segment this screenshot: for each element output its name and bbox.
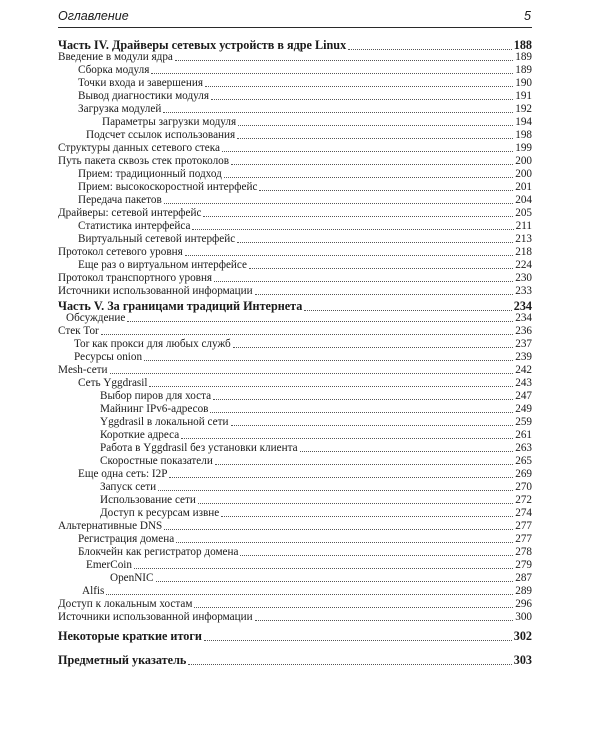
dot-leader bbox=[255, 620, 514, 621]
toc-entry[interactable] bbox=[58, 363, 532, 376]
dot-leader bbox=[215, 464, 513, 465]
toc-entry-title: Регистрация домена bbox=[78, 533, 175, 545]
toc-entry-title: Короткие адреса bbox=[100, 429, 180, 441]
toc-entry[interactable] bbox=[78, 467, 532, 480]
dot-leader bbox=[101, 334, 513, 335]
toc-entry[interactable] bbox=[78, 258, 532, 271]
toc-entry[interactable] bbox=[78, 89, 532, 102]
toc-entry-title: Еще раз о виртуальном интерфейсе bbox=[78, 259, 247, 271]
toc-entry[interactable] bbox=[102, 115, 532, 128]
toc-entry[interactable] bbox=[78, 219, 532, 232]
toc-entry[interactable] bbox=[78, 532, 532, 545]
toc-entry-page: 296 bbox=[515, 598, 532, 610]
running-header bbox=[58, 7, 532, 28]
toc-entry-page: 190 bbox=[515, 77, 532, 89]
toc-entry-title: Загрузка модулей bbox=[78, 103, 162, 115]
toc-entry-page: 200 bbox=[515, 168, 532, 180]
dot-leader bbox=[169, 477, 513, 478]
dot-leader bbox=[205, 86, 513, 87]
toc-entry-title: Источники использованной информации bbox=[58, 285, 253, 297]
toc-entry-page: 277 bbox=[515, 520, 532, 532]
toc-entry[interactable] bbox=[86, 128, 532, 141]
toc-entry-page: 201 bbox=[515, 181, 532, 193]
toc-entry-title: Запуск сети bbox=[100, 481, 157, 493]
toc-entry-page: 272 bbox=[515, 494, 532, 506]
toc-entry[interactable] bbox=[58, 245, 532, 258]
dot-leader bbox=[164, 203, 513, 204]
dot-leader bbox=[240, 555, 513, 556]
toc-entry[interactable] bbox=[66, 311, 532, 324]
toc-entry-title: Доступ к локальным хостам bbox=[58, 598, 193, 610]
toc-entry-page: 289 bbox=[515, 585, 532, 597]
dot-leader bbox=[110, 373, 514, 374]
toc-entry-title: Доступ к ресурсам извне bbox=[100, 507, 220, 519]
toc-entry[interactable] bbox=[58, 154, 532, 167]
toc-entry[interactable] bbox=[58, 324, 532, 337]
toc-entry-title: OpenNIC bbox=[110, 572, 154, 584]
dot-leader bbox=[106, 594, 513, 595]
dot-leader bbox=[214, 281, 513, 282]
toc-entry-page: 213 bbox=[515, 233, 532, 245]
toc-entry[interactable] bbox=[58, 141, 532, 154]
toc-entry-page: 194 bbox=[515, 116, 532, 128]
dot-leader bbox=[185, 255, 513, 256]
toc-entry-page: 218 bbox=[515, 246, 532, 258]
dot-leader bbox=[237, 138, 513, 139]
toc-entry-page: 302 bbox=[513, 629, 532, 643]
dot-leader bbox=[204, 640, 512, 641]
toc-entry-title: Альтернативные DNS bbox=[58, 520, 163, 532]
toc-entry-title: Сеть Yggdrasil bbox=[78, 377, 148, 389]
toc-entry[interactable] bbox=[78, 63, 532, 76]
toc-entry-title: Драйверы: сетевой интерфейс bbox=[58, 207, 202, 219]
toc-entry-page: 230 bbox=[515, 272, 532, 284]
dot-leader bbox=[211, 99, 513, 100]
toc-entry[interactable] bbox=[78, 180, 532, 193]
dot-leader bbox=[238, 125, 513, 126]
toc-entry-title: Путь пакета сквозь стек протоколов bbox=[58, 155, 230, 167]
toc-entry[interactable] bbox=[58, 284, 532, 297]
toc-entry[interactable] bbox=[58, 597, 532, 610]
toc-entry-page: 242 bbox=[515, 364, 532, 376]
toc-entry-title: Параметры загрузки модуля bbox=[102, 116, 237, 128]
toc-entry-title: Протокол сетевого уровня bbox=[58, 246, 183, 258]
toc-entry[interactable] bbox=[100, 402, 532, 415]
toc-entry-page: 188 bbox=[513, 38, 532, 52]
dot-leader bbox=[156, 581, 514, 582]
toc-entry-page: 274 bbox=[515, 507, 532, 519]
toc-entry-title: Статистика интерфейса bbox=[78, 220, 191, 232]
toc-entry-title: Виртуальный сетевой интерфейс bbox=[78, 233, 236, 245]
toc-entry-title: Использование сети bbox=[100, 494, 196, 506]
dot-leader bbox=[203, 216, 513, 217]
toc-entry[interactable] bbox=[100, 493, 532, 506]
toc-chapter-heading[interactable] bbox=[58, 628, 532, 643]
toc-entry-page: 236 bbox=[515, 325, 532, 337]
toc-entry[interactable] bbox=[74, 337, 532, 350]
toc-entry-title: Alfis bbox=[82, 585, 105, 597]
toc-entry-title: Источники использованной информации bbox=[58, 611, 253, 623]
toc-entry[interactable] bbox=[100, 441, 532, 454]
toc-entry-page: 189 bbox=[515, 51, 532, 63]
toc-entry-title: Протокол транспортного уровня bbox=[58, 272, 213, 284]
toc-entry-page: 287 bbox=[515, 572, 532, 584]
toc-entry-page: 277 bbox=[515, 533, 532, 545]
dot-leader bbox=[158, 490, 513, 491]
toc-entry-page: 243 bbox=[515, 377, 532, 389]
toc-entry-page: 269 bbox=[515, 468, 532, 480]
dot-leader bbox=[259, 190, 513, 191]
toc-entry[interactable] bbox=[100, 506, 532, 519]
toc-entry[interactable] bbox=[100, 415, 532, 428]
dot-leader bbox=[221, 516, 513, 517]
dot-leader bbox=[231, 164, 513, 165]
dot-leader bbox=[151, 73, 513, 74]
toc-entry-page: 239 bbox=[515, 351, 532, 363]
toc-entry[interactable] bbox=[100, 480, 532, 493]
dot-leader bbox=[222, 151, 513, 152]
dot-leader bbox=[224, 177, 513, 178]
toc-entry-page: 247 bbox=[515, 390, 532, 402]
toc-entry-page: 265 bbox=[515, 455, 532, 467]
toc-entry-page: 278 bbox=[515, 546, 532, 558]
toc-entry[interactable] bbox=[78, 232, 532, 245]
toc-entry-title: Mesh-сети bbox=[58, 364, 108, 376]
toc-entry[interactable] bbox=[78, 76, 532, 89]
toc-entry-page: 300 bbox=[515, 611, 532, 623]
toc-entry-title: Еще одна сеть: I2P bbox=[78, 468, 168, 480]
toc-entry-title: Введение в модули ядра bbox=[58, 51, 173, 63]
header-title: Оглавление bbox=[58, 9, 129, 23]
toc-entry[interactable] bbox=[58, 206, 532, 219]
toc-entry-page: 192 bbox=[515, 103, 532, 115]
dot-leader bbox=[144, 360, 513, 361]
toc-entry[interactable] bbox=[58, 271, 532, 284]
toc-entry-title: Сборка модуля bbox=[78, 64, 150, 76]
dot-leader bbox=[127, 321, 513, 322]
dot-leader bbox=[255, 294, 514, 295]
toc-entry-title: Точки входа и завершения bbox=[78, 77, 203, 89]
toc-entry-title: Прием: высокоскоростной интерфейс bbox=[78, 181, 258, 193]
toc-entry-page: 234 bbox=[515, 312, 532, 324]
toc-entry[interactable] bbox=[78, 376, 532, 389]
toc-chapter-heading[interactable] bbox=[58, 652, 532, 667]
toc-entry[interactable] bbox=[100, 389, 532, 402]
toc-entry-page: 279 bbox=[515, 559, 532, 571]
toc-entry-title: Стек Tor bbox=[58, 325, 99, 337]
toc-entry-page: 259 bbox=[515, 416, 532, 428]
header-page-number: 5 bbox=[524, 9, 531, 23]
toc-entry[interactable] bbox=[100, 454, 532, 467]
toc-entry[interactable] bbox=[78, 102, 532, 115]
dot-leader bbox=[188, 664, 511, 665]
dot-leader bbox=[249, 268, 513, 269]
dot-leader bbox=[164, 529, 513, 530]
toc-entry-title: Ресурсы onion bbox=[74, 351, 143, 363]
toc-entry[interactable] bbox=[100, 428, 532, 441]
toc-entry-title: Вывод диагностики модуля bbox=[78, 90, 209, 102]
toc-entry-page: 200 bbox=[515, 155, 532, 167]
toc-entry-page: 234 bbox=[513, 299, 532, 313]
toc-entry[interactable] bbox=[58, 519, 532, 532]
toc-entry[interactable] bbox=[74, 350, 532, 363]
dot-leader bbox=[176, 542, 513, 543]
dot-leader bbox=[198, 503, 513, 504]
toc-entry-title: Tor как прокси для любых служб bbox=[74, 338, 231, 350]
dot-leader bbox=[149, 386, 513, 387]
toc-entry[interactable] bbox=[110, 571, 532, 584]
dot-leader bbox=[213, 399, 513, 400]
toc-entry-title: Yggdrasil в локальной сети bbox=[100, 416, 229, 428]
toc-entry-title: Подсчет ссылок использования bbox=[86, 129, 236, 141]
toc-entry[interactable] bbox=[78, 193, 532, 206]
toc-entry-title: Прием: традиционный подход bbox=[78, 168, 222, 180]
toc-entry-title: Предметный указатель bbox=[58, 653, 187, 667]
toc-entry-title: Часть IV. Драйверы сетевых устройств в ядре Linux bbox=[58, 38, 347, 52]
toc-entry-page: 303 bbox=[513, 653, 532, 667]
toc-entry-page: 233 bbox=[515, 285, 532, 297]
toc-entry-title: Некоторые краткие итоги bbox=[58, 629, 202, 643]
toc-entry-page: 224 bbox=[515, 259, 532, 271]
dot-leader bbox=[194, 607, 513, 608]
toc-entry-page: 237 bbox=[515, 338, 532, 350]
dot-leader bbox=[181, 438, 513, 439]
toc-entry[interactable] bbox=[78, 167, 532, 180]
toc-entry-page: 204 bbox=[515, 194, 532, 206]
toc-entry-title: Майнинг IPv6-адресов bbox=[100, 403, 209, 415]
toc-entry-page: 263 bbox=[515, 442, 532, 454]
toc-entry[interactable] bbox=[58, 50, 532, 63]
toc-entry-page: 199 bbox=[515, 142, 532, 154]
dot-leader bbox=[237, 242, 513, 243]
toc-entry-page: 191 bbox=[515, 90, 532, 102]
dot-leader bbox=[192, 229, 513, 230]
dot-leader bbox=[134, 568, 513, 569]
toc-entry-page: 205 bbox=[515, 207, 532, 219]
toc-entry-title: Обсуждение bbox=[66, 312, 126, 324]
toc-entry-page: 189 bbox=[515, 64, 532, 76]
dot-leader bbox=[233, 347, 513, 348]
toc-entry-title: Блокчейн как регистратор домена bbox=[78, 546, 239, 558]
toc-entry-page: 211 bbox=[515, 220, 532, 232]
toc-entry-title: Выбор пиров для хоста bbox=[100, 390, 212, 402]
toc-entry[interactable] bbox=[78, 545, 532, 558]
dot-leader bbox=[175, 60, 513, 61]
toc-entry-page: 270 bbox=[515, 481, 532, 493]
toc-entry-page: 261 bbox=[515, 429, 532, 441]
toc-entry-title: Структуры данных сетевого стека bbox=[58, 142, 220, 154]
toc-entry[interactable] bbox=[82, 584, 532, 597]
dot-leader bbox=[163, 112, 513, 113]
toc-entry-title: Часть V. За границами традиций Интернета bbox=[58, 299, 303, 313]
toc-entry-title: EmerCoin bbox=[86, 559, 132, 571]
toc-entry-title: Передача пакетов bbox=[78, 194, 162, 206]
toc-entry-title: Скоростные показатели bbox=[100, 455, 213, 467]
dot-leader bbox=[231, 425, 514, 426]
dot-leader bbox=[300, 451, 514, 452]
toc-entry-title: Работа в Yggdrasil без установки клиента bbox=[100, 442, 298, 454]
toc-entry-page: 198 bbox=[515, 129, 532, 141]
dot-leader bbox=[210, 412, 513, 413]
toc-entry[interactable] bbox=[86, 558, 532, 571]
toc-entry[interactable] bbox=[58, 610, 532, 623]
toc-entry-page: 249 bbox=[515, 403, 532, 415]
